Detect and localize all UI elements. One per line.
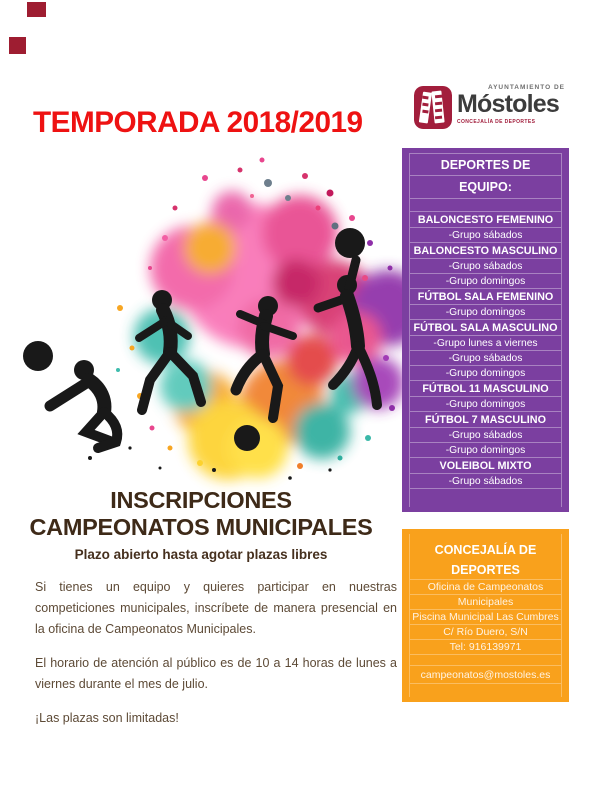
sports-splash-artwork [0, 148, 402, 492]
sports-list-item: BALONCESTO MASCULINO [410, 243, 561, 259]
heading-line-1: INSCRIPCIONES [110, 487, 292, 513]
logo-ayuntamiento-label: AYUNTAMIENTO DE [488, 84, 565, 91]
logo-tagline: CONCEJALÍA DE DEPORTES [457, 119, 536, 125]
decorative-square [9, 37, 26, 54]
inscriptions-subheading: Plazo abierto hasta agotar plazas libres [74, 547, 328, 562]
team-sports-panel [402, 148, 569, 512]
sports-list-item: -Grupo sábados [410, 259, 561, 274]
contact-line: campeonatos@mostoles.es [410, 666, 561, 684]
sports-list-item: -Grupo lunes a viernes [410, 336, 561, 351]
body-copy [35, 577, 397, 742]
sports-list-item: -Grupo sábados [410, 351, 561, 366]
season-title: TEMPORADA 2018/2019 [33, 106, 363, 139]
body-paragraph: El horario de atención al público es de 10 a 14 horas de lunes a viernes durante el mes de julio. [35, 656, 397, 691]
sports-list-item: -Grupo sábados [410, 228, 561, 243]
basketball-icon [335, 228, 365, 258]
sports-list-item: FÚTBOL 11 MASCULINO [410, 381, 561, 397]
sports-list-item: -Grupo domingos [410, 305, 561, 320]
body-paragraph: Si tienes un equipo y quieres participar en nuestras competiciones municipales, inscríbete de manera presencial en la oficina de Campeonatos Municipales. [35, 580, 397, 636]
contact-line [410, 655, 561, 666]
sports-list-item: -Grupo sábados [410, 428, 561, 443]
sports-panel-header-line-2: EQUIPO: [410, 176, 561, 199]
sports-list-item: -Grupo sábados [410, 474, 561, 489]
contact-line: Piscina Municipal Las Cumbres [410, 610, 561, 625]
body-paragraph: ¡Las plazas son limitadas! [35, 711, 179, 725]
mostoles-shield-icon [414, 86, 452, 129]
contact-line: Oficina de Campeonatos [410, 580, 561, 595]
sports-list-item: FÚTBOL SALA MASCULINO [410, 320, 561, 336]
spacer-row [410, 199, 561, 212]
sports-list-item: VOLEIBOL MIXTO [410, 458, 561, 474]
inscriptions-heading [0, 487, 402, 541]
heading-line-2: CAMPEONATOS MUNICIPALES [29, 514, 373, 540]
volleyball-icon [23, 341, 53, 371]
sports-list-item: -Grupo domingos [410, 397, 561, 412]
sports-list-item: FÚTBOL 7 MASCULINO [410, 412, 561, 428]
sports-list-item: -Grupo domingos [410, 366, 561, 381]
logo-name: Móstoles [457, 90, 559, 118]
mostoles-logo [414, 84, 572, 140]
contact-line: C/ Río Duero, S/N [410, 625, 561, 640]
volleyball-player-silhouette [50, 360, 117, 448]
decorative-square [27, 2, 46, 17]
contact-panel-header-line-1: CONCEJALÍA DE [434, 543, 537, 557]
contact-line: Municipales [410, 595, 561, 610]
soccer-ball-icon [234, 425, 260, 451]
sports-panel-header-line-1: DEPORTES DE [410, 153, 561, 176]
contact-panel [402, 529, 569, 702]
sports-list-item: -Grupo domingos [410, 443, 561, 458]
sports-list-item: -Grupo domingos [410, 274, 561, 289]
sports-list-item: FÚTBOL SALA FEMENINO [410, 289, 561, 305]
contact-line: Tel: 916139971 [410, 640, 561, 655]
contact-panel-header-line-2: DEPORTES [410, 560, 561, 580]
sports-list-item: BALONCESTO FEMENINO [410, 212, 561, 228]
